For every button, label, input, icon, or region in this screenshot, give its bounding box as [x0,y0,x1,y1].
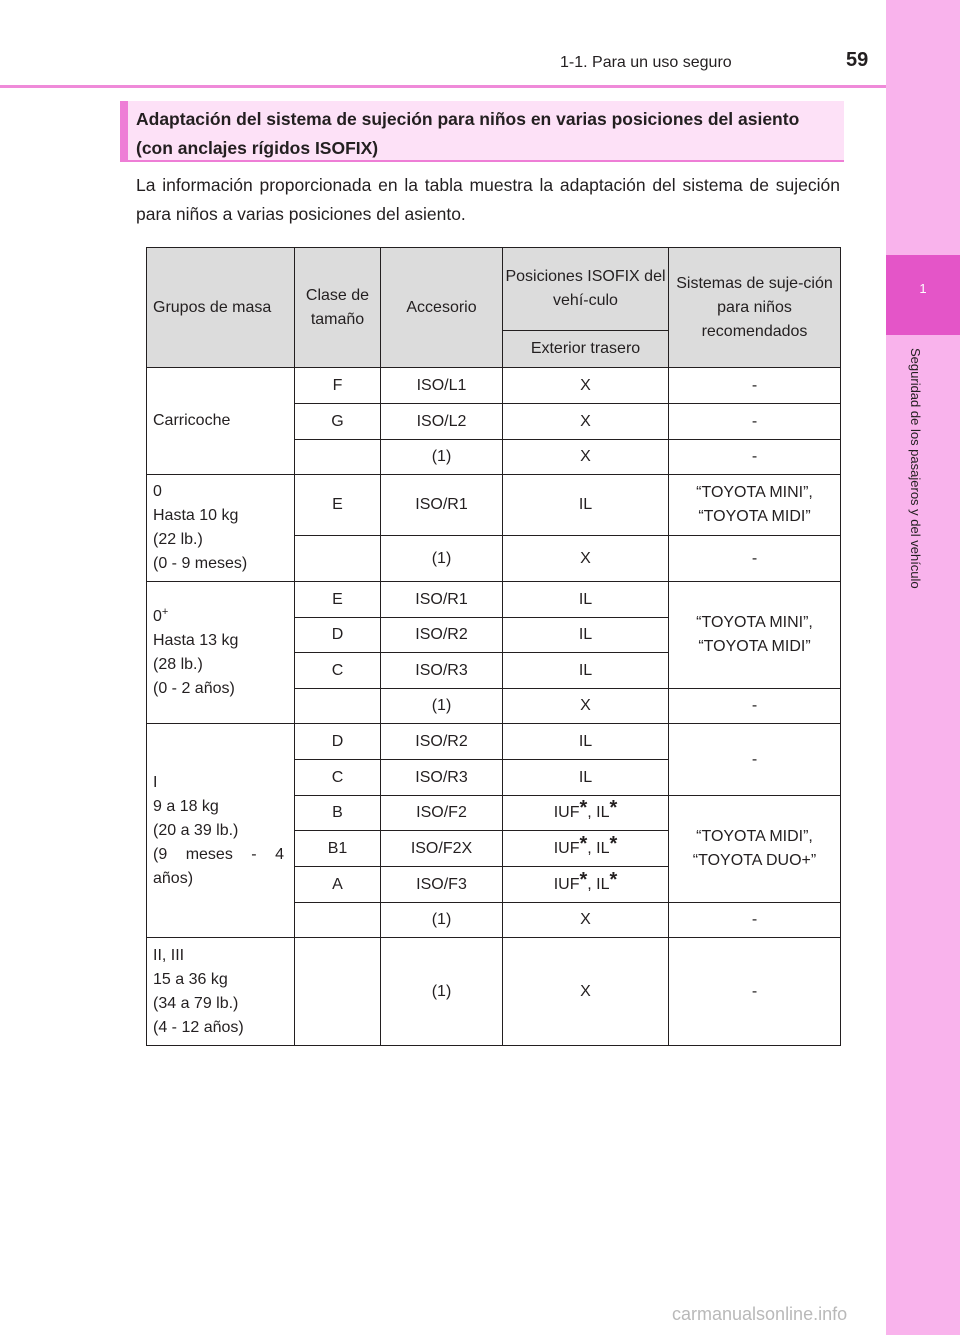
group-0-plus-label [153,605,294,629]
cell-size: A [295,867,381,903]
group-1-label: I [153,773,158,791]
cell-system: - [669,724,841,796]
isofix-table [146,247,841,1046]
cell-accessory: ISO/R2 [381,618,503,653]
footnote-star: * [609,832,618,855]
system-line: “TOYOTA MINI”, [696,484,813,501]
cell-size: E [295,475,381,536]
cell-position: IL [503,618,669,653]
cell-system: - [669,903,841,938]
cell-system [669,582,841,689]
header-size-class: Clase de tamaño [295,248,381,368]
cell-system: - [669,404,841,440]
cell-system [669,796,841,903]
footnote-star: * [579,797,588,819]
group-1-mass: 9 a 18 kg [153,797,219,815]
cell-system [669,475,841,536]
group-1 [147,724,295,938]
cell-size: B1 [295,831,381,867]
cell-position [503,867,669,903]
cell-position: X [503,938,669,1046]
table-row [147,938,841,1046]
header-section-title: 1-1. Para un uso seguro [560,54,732,71]
table-row [147,475,841,536]
header-divider [0,85,886,88]
cell-position [503,831,669,867]
cell-position: IL [503,475,669,536]
section-title: Adaptación del sistema de sujeción para niños en varias posiciones del asiento (con anclajes rígidos ISOFIX) [136,109,800,158]
cell-position: IL [503,582,669,618]
system-line: “TOYOTA MIDI” [698,508,811,525]
cell-system: - [669,938,841,1046]
header-accessory: Accesorio [381,248,503,368]
group-0-plus-age: (0 - 2 años) [153,679,235,697]
cell-accessory: ISO/F3 [381,867,503,903]
page-number: 59 [846,49,869,71]
cell-accessory: (1) [381,938,503,1046]
position-iuf: IUF [553,875,580,893]
cell-accessory: ISO/R2 [381,724,503,760]
group-1-age [153,843,294,867]
side-tab [886,0,960,1335]
table-row [147,368,841,404]
system-line: “TOYOTA MIDI”, [696,828,813,845]
cell-position: X [503,689,669,724]
header-mass-group: Grupos de masa [147,248,295,368]
group-0-mass: Hasta 10 kg [153,507,239,524]
cell-position: X [503,368,669,404]
group-0-plus-superscript: + [161,605,169,618]
side-chapter-marker [886,255,960,335]
cell-position: X [503,536,669,582]
group-0-plus-mass: Hasta 13 kg [153,631,239,649]
cell-position: X [503,903,669,938]
cell-position: X [503,440,669,475]
group-0-age: (0 - 9 meses) [153,555,248,572]
table-row [147,724,841,760]
cell-system: - [669,368,841,404]
group-0 [147,475,295,582]
position-iuf: IUF [553,839,580,857]
group-1-age-cont: años) [153,869,194,887]
intro-paragraph: La información proporcionada en la tabla muestra la adaptación del sistema de sujeción para niños a varias posiciones del asiento. [136,175,840,224]
cell-size: C [295,653,381,689]
table-header-row [147,248,841,331]
group-carricoche: Carricoche [147,368,295,475]
watermark: carmanualsonline.info [672,1304,848,1324]
cell-accessory: (1) [381,903,503,938]
group-2-3-label: II, III [153,946,185,964]
cell-size: D [295,724,381,760]
group-0-label: 0 [153,483,162,500]
group-0-mass-lb: (22 lb.) [153,531,203,548]
group-2-3-age: (4 - 12 años) [153,1018,244,1036]
cell-size: C [295,760,381,796]
position-il: , IL [587,804,610,821]
cell-accessory: ISO/R3 [381,653,503,689]
system-line: “TOYOTA MIDI” [698,638,811,655]
cell-size [295,536,381,582]
position-iuf: IUF [553,804,580,821]
group-2-3 [147,938,295,1046]
cell-size [295,938,381,1046]
group-0-plus [147,582,295,724]
position-il: , IL [587,875,610,893]
cell-position: IL [503,724,669,760]
system-line: “TOYOTA DUO+” [692,852,817,869]
header-outer-rear: Exterior trasero [503,331,669,368]
cell-size: D [295,618,381,653]
section-heading-box [120,101,844,162]
header-recommended-systems: Sistemas de suje-ción para niños recomendados [669,248,841,368]
cell-accessory: (1) [381,536,503,582]
system-line: “TOYOTA MINI”, [696,614,813,631]
cell-position [503,796,669,831]
group-0-plus-number: 0 [153,607,162,625]
footnote-star: * [579,832,588,855]
footnote-star: * [609,868,618,891]
cell-accessory: ISO/L1 [381,368,503,404]
cell-position: X [503,404,669,440]
cell-accessory: ISO/L2 [381,404,503,440]
group-2-3-mass-lb: (34 a 79 lb.) [153,994,239,1012]
group-1-age-line: (9 meses - 4 [153,845,284,863]
cell-size: B [295,796,381,831]
cell-size [295,903,381,938]
cell-size: F [295,368,381,404]
cell-size [295,689,381,724]
cell-accessory: (1) [381,689,503,724]
cell-accessory: ISO/F2X [381,831,503,867]
footnote-star: * [609,797,618,819]
group-2-3-mass: 15 a 36 kg [153,970,228,988]
side-chapter-number: 1 [919,281,927,296]
cell-system: - [669,440,841,475]
footnote-star: * [579,868,588,891]
cell-accessory: ISO/R1 [381,582,503,618]
cell-system: - [669,689,841,724]
cell-size: G [295,404,381,440]
group-1-mass-lb: (20 a 39 lb.) [153,821,239,839]
cell-position: IL [503,653,669,689]
position-il: , IL [587,839,610,857]
cell-accessory: ISO/R3 [381,760,503,796]
cell-accessory: (1) [381,440,503,475]
header-isofix-positions: Posiciones ISOFIX del vehí-culo [503,248,669,331]
cell-accessory: ISO/R1 [381,475,503,536]
cell-size [295,440,381,475]
cell-accessory: ISO/F2 [381,796,503,831]
group-0-plus-mass-lb: (28 lb.) [153,655,203,673]
side-chapter-title: Seguridad de los pasajeros y del vehículo [908,348,923,589]
cell-system: - [669,536,841,582]
cell-position: IL [503,760,669,796]
cell-size: E [295,582,381,618]
table-row [147,582,841,618]
